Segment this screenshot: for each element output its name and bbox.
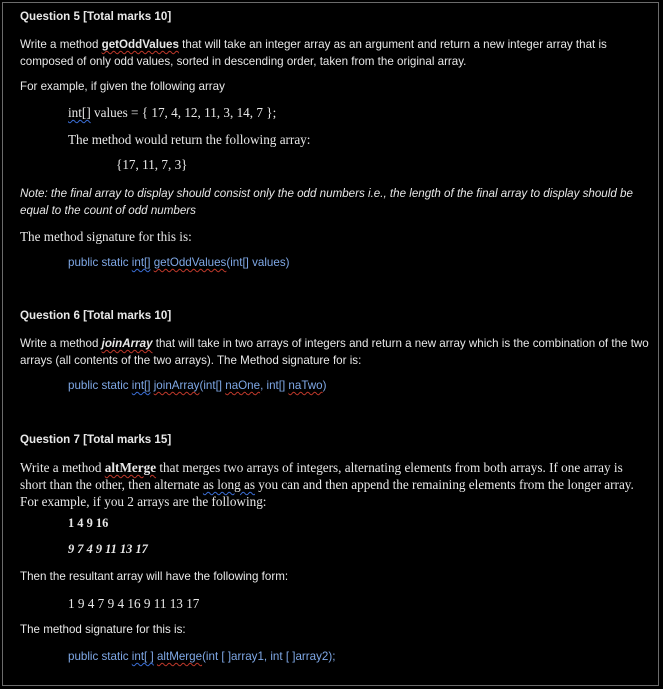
q5-returns-label: The method would return the following array: <box>68 132 311 147</box>
q7-signature: public static int[ ] altMerge(int [ ]array1, int [ ]array2); <box>68 650 336 663</box>
q5-note: Note: the final array to display should consist only the odd numbers i.e., the length of the final array to display should be equal to the count of odd numbers <box>20 187 633 217</box>
q5-heading: Question 5 [Total marks 10] <box>20 10 172 23</box>
q7-array1: 1 4 9 16 <box>68 516 109 530</box>
q7-intro: Write a method altMerge that merges two arrays of integers, alternating elements from both arrays. If one array is short than the other, then alternate as long as you can and then append the remaining elements from the longer array. For example, if you 2 arrays are the following: <box>20 460 634 509</box>
q6-heading: Question 6 [Total marks 10] <box>20 309 172 322</box>
q7-signature-label: The method signature for this is: <box>20 623 186 636</box>
q7-result: 1 9 4 7 9 4 16 9 11 13 17 <box>68 596 200 611</box>
q7-heading: Question 7 [Total marks 15] <box>20 433 172 446</box>
q5-signature-label: The method signature for this is: <box>20 229 192 244</box>
q6-signature: public static int[] joinArray(int[] naOne, int[] naTwo) <box>68 379 327 392</box>
q7-result-label: Then the resultant array will have the following form: <box>20 570 289 583</box>
q5-example-label: For example, if given the following array <box>20 80 225 93</box>
q5-method-name: getOddValues <box>101 38 179 51</box>
q5-result: {17, 11, 7, 3} <box>116 157 188 172</box>
q7-array2: 9 7 4 9 11 13 17 <box>68 542 148 556</box>
q5-array-declaration: int[] values = { 17, 4, 12, 11, 3, 14, 7 }; <box>68 105 277 120</box>
q6-intro: Write a method joinArray that will take in two arrays of integers and return a new array which is the combination of the two arrays (all contents of the two arrays). The Method signature for is: <box>20 337 649 367</box>
q6-method-name: joinArray <box>101 337 153 350</box>
q5-intro: Write a method getOddValues that will take an integer array as an argument and return a new integer array that is composed of only odd values, sorted in descending order, taken from the original array. <box>20 38 607 68</box>
q7-method-name: altMerge <box>104 460 157 475</box>
q5-signature: public static int[] getOddValues(int[] values) <box>68 256 290 269</box>
